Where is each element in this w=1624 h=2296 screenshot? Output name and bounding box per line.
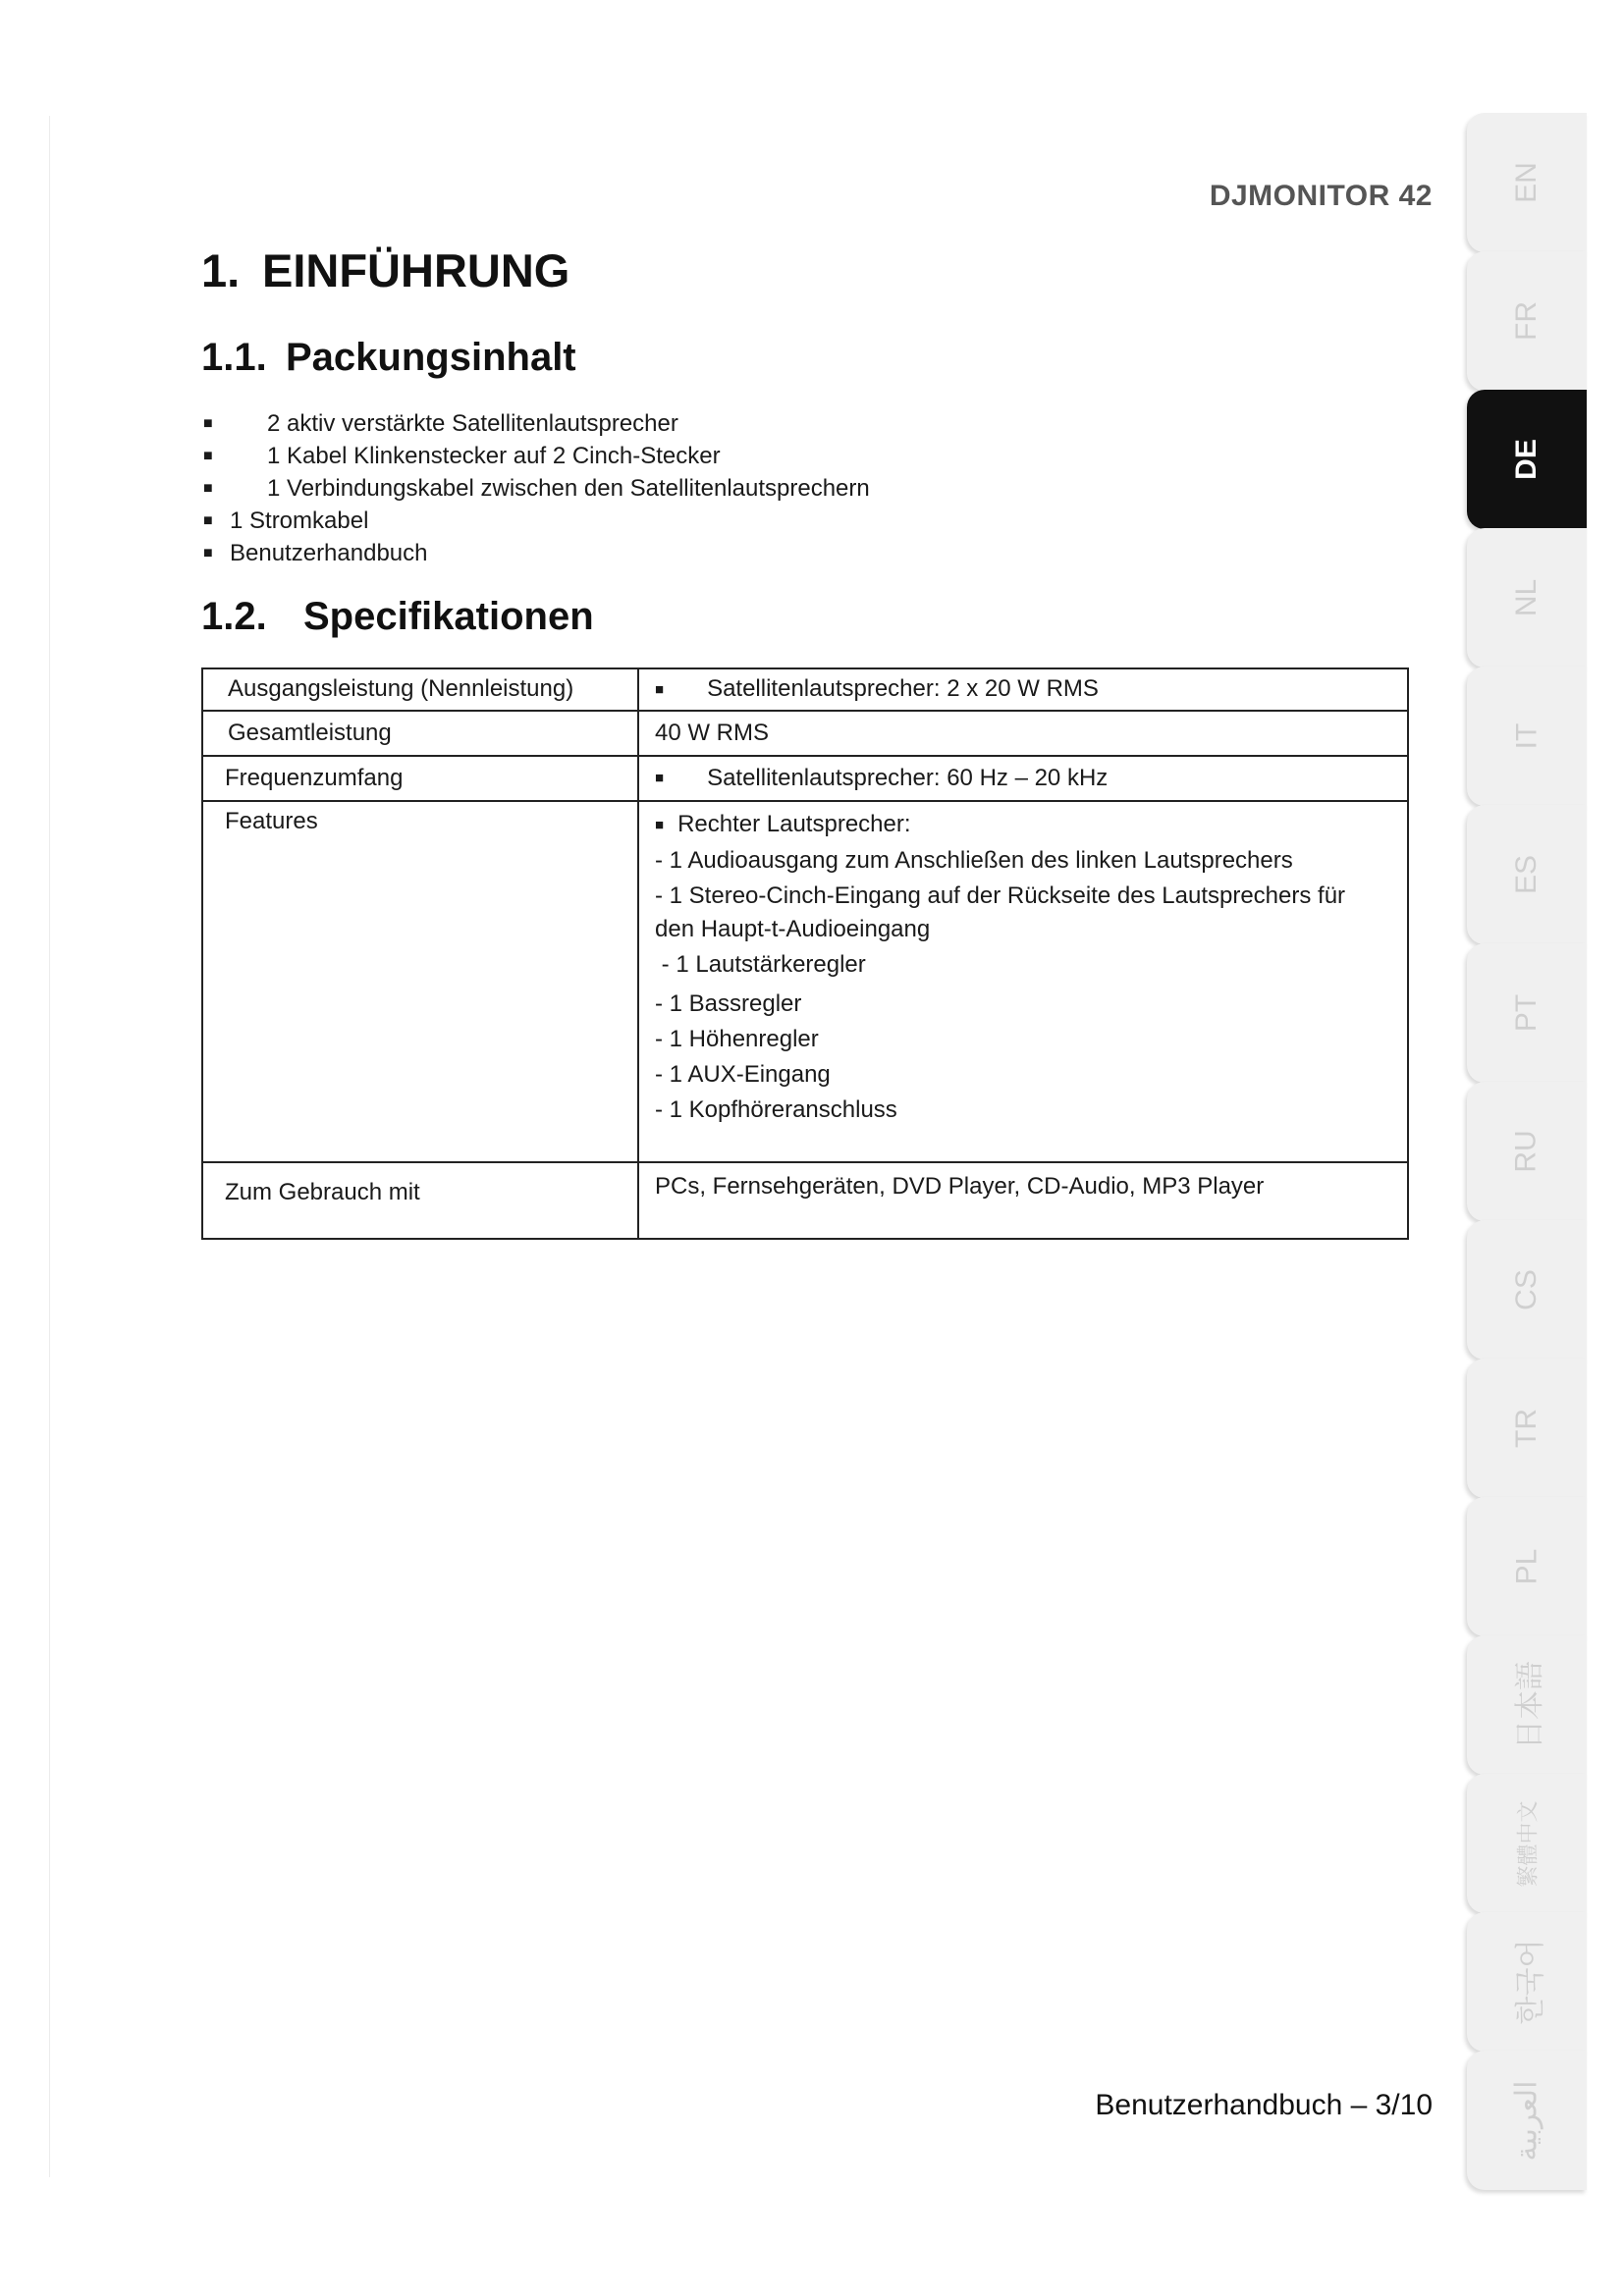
- section-1-2-number: 1.2.: [201, 595, 267, 638]
- spec-value: 40 W RMS: [638, 711, 1408, 756]
- bullet-icon: ■: [203, 415, 213, 432]
- section-1-2-title: Specifikationen: [303, 595, 594, 638]
- spec-value: ■ Satellitenlautsprecher: 2 x 20 W RMS: [638, 668, 1408, 711]
- feature-item: - 1 Kopfhöreranschluss: [655, 1095, 897, 1123]
- language-tab-nl[interactable]: NL: [1467, 528, 1587, 667]
- list-item: ■ 1 Kabel Klinkenstecker auf 2 Cinch-Stecker: [201, 440, 870, 472]
- section-1-number: 1.: [201, 244, 241, 296]
- language-tab-tr[interactable]: TR: [1467, 1359, 1587, 1498]
- feature-item: - 1 Lautstärkeregler: [655, 950, 866, 978]
- language-tab-pt[interactable]: PT: [1467, 943, 1587, 1083]
- language-tab-ko[interactable]: 한국어: [1467, 1912, 1587, 2052]
- page-footer: Benutzerhandbuch – 3/10: [1095, 2089, 1433, 2121]
- product-name: DJMONITOR 42: [1209, 180, 1433, 212]
- language-tab-zh[interactable]: 繁體中文: [1467, 1774, 1587, 1913]
- language-tab-es[interactable]: ES: [1467, 805, 1587, 944]
- bullet-icon: ■: [655, 680, 665, 698]
- bullet-icon: ■: [203, 480, 213, 497]
- section-1-title: EINFÜHRUNG: [262, 244, 570, 296]
- language-tab-pl[interactable]: PL: [1467, 1497, 1587, 1636]
- bullet-icon: ■: [203, 512, 213, 529]
- bullet-icon: ■: [655, 816, 665, 833]
- package-contents-list: [201, 407, 870, 569]
- language-tab-en[interactable]: EN: [1467, 113, 1587, 252]
- language-tab-ru[interactable]: RU: [1467, 1082, 1587, 1221]
- bullet-icon: ■: [203, 545, 213, 561]
- section-1-heading: [201, 243, 569, 297]
- language-tab-fr[interactable]: FR: [1467, 251, 1587, 391]
- page-edge-line: [49, 116, 50, 2177]
- specifications-table: [201, 667, 1409, 1240]
- language-tab-it[interactable]: IT: [1467, 667, 1587, 806]
- feature-item: - 1 Bassregler: [655, 989, 802, 1017]
- language-tab-cs[interactable]: CS: [1467, 1220, 1587, 1360]
- spec-label: Gesamtleistung: [202, 711, 638, 756]
- section-1-1-number: 1.1.: [201, 336, 267, 379]
- language-tab-ja[interactable]: 日本語: [1467, 1635, 1587, 1775]
- feature-item: - 1 AUX-Eingang: [655, 1060, 831, 1088]
- spec-label: Features: [202, 801, 638, 1162]
- spec-label: Ausgangsleistung (Nennleistung): [202, 668, 638, 711]
- language-tab-de[interactable]: DE: [1467, 390, 1587, 529]
- feature-item: - 1 Stereo-Cinch-Eingang auf der Rückseite des Lautsprechers für den Haupt-t-Audioeingang: [655, 881, 1346, 942]
- table-row: [202, 1162, 1408, 1239]
- bullet-icon: ■: [655, 770, 665, 787]
- spec-value: [638, 801, 1408, 1162]
- list-item: ■ 1 Stromkabel: [201, 505, 870, 537]
- table-row: [202, 801, 1408, 1162]
- language-tab-ar[interactable]: العربية: [1467, 2051, 1587, 2190]
- table-row: [202, 668, 1408, 711]
- list-item: ■ Benutzerhandbuch: [201, 537, 870, 569]
- feature-item: - 1 Höhenregler: [655, 1025, 819, 1052]
- spec-value: PCs, Fernsehgeräten, DVD Player, CD-Audio, MP3 Player: [638, 1162, 1408, 1239]
- table-row: [202, 756, 1408, 802]
- spec-label: Frequenzumfang: [202, 756, 638, 802]
- feature-item: - 1 Audioausgang zum Anschließen des linken Lautsprechers: [655, 846, 1293, 874]
- spec-value: ■ Satellitenlautsprecher: 60 Hz – 20 kHz: [638, 756, 1408, 802]
- section-1-1-heading: [201, 336, 576, 380]
- section-1-1-title: Packungsinhalt: [286, 336, 576, 379]
- features-intro: ■ Rechter Lautsprecher:: [655, 808, 1389, 842]
- section-1-2-heading: [201, 595, 594, 639]
- list-item: ■ 1 Verbindungskabel zwischen den Satellitenlautsprechern: [201, 472, 870, 505]
- spec-label: Zum Gebrauch mit: [202, 1162, 638, 1239]
- bullet-icon: ■: [203, 448, 213, 464]
- list-item: ■ 2 aktiv verstärkte Satellitenlautsprecher: [201, 407, 870, 440]
- table-row: [202, 711, 1408, 756]
